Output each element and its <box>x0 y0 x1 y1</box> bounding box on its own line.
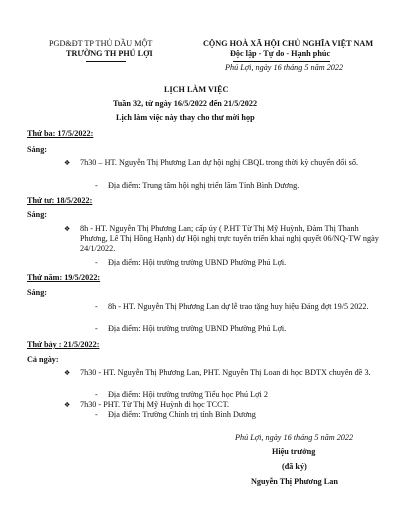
session-label: Sáng: <box>27 210 48 219</box>
dash-bullet: - <box>95 410 98 419</box>
school-name: TRƯỜNG TH PHÚ LỢI <box>66 49 153 58</box>
location-item: Địa điểm: Hội trường trường UBND Phường Phú Lợi. <box>108 258 287 267</box>
schedule-item: 7h30 – HT. Nguyễn Thị Phương Lan dự hội nghị CBQL trong thời kỳ chuyển đổi số. <box>80 158 359 167</box>
session-label: Sáng: <box>27 288 48 297</box>
day-heading: Thứ năm: 19/5/2022: <box>27 273 101 282</box>
week-range: Tuần 32, từ ngày 16/5/2022 đến 21/5/2022 <box>113 99 258 108</box>
dash-bullet: - <box>95 258 98 267</box>
signed-note: (đã ký) <box>282 462 307 471</box>
session-label: Cả ngày: <box>27 355 59 364</box>
location-item: Địa điểm: Hội trường trường UBND Phường Phú Lợi. <box>108 324 287 333</box>
schedule-item: 7h30 - PHT. Từ Thị Mỹ Huỳnh đi học TCCT. <box>80 400 230 409</box>
diamond-bullet-icon: ❖ <box>64 159 71 167</box>
dash-bullet: - <box>95 324 98 333</box>
schedule-item: 8h - HT. Nguyễn Thị Phương Lan dự lễ trao tặng huy hiệu Đảng đợt 19/5 2022. <box>108 302 369 311</box>
org-name: PGD&ĐT TP THỦ DẦU MỘT <box>49 39 153 48</box>
dash-bullet: - <box>95 390 98 399</box>
nation-title: CỘNG HOÀ XÃ HỘI CHỦ NGHĨA VIỆT NAM <box>203 39 374 48</box>
diamond-bullet-icon: ❖ <box>64 369 71 377</box>
title-note: Lịch làm việc này thay cho thư mời họp <box>116 113 255 122</box>
dash-bullet: - <box>95 181 98 190</box>
nation-motto: Độc lập - Tự do - Hạnh phúc <box>230 49 331 58</box>
location-item: Địa điểm: Trung tâm hội nghị triển lãm Tỉnh Bình Dương. <box>108 181 300 190</box>
dash-bullet: - <box>95 302 98 311</box>
session-label: Sáng: <box>27 145 48 154</box>
signer-name: Nguyễn Thị Phương Lan <box>251 477 338 486</box>
signer-role: Hiệu trưởng <box>272 447 316 456</box>
diamond-bullet-icon: ❖ <box>64 225 71 233</box>
header-right-divider <box>233 61 330 62</box>
doc-title: LỊCH LÀM VIỆC <box>164 85 229 94</box>
day-heading: Thứ ba: 17/5/2022: <box>27 129 94 138</box>
location-item: Địa điểm: Trường Chính trị tỉnh Bình Dương <box>108 410 256 419</box>
schedule-item: 8h - HT. Nguyễn Thị Phương Lan; cấp ủy ( P.HT Từ Thị Mỹ Huỳnh, Đàm Thị Thanh Phương, Lê Thị Hồng Hạnh) dự Hội nghị trực tuyến triển khai nghị quyết 06/NQ-TW ngày 24/1/2022. <box>80 224 379 253</box>
diamond-bullet-icon: ❖ <box>64 401 71 409</box>
header-left-divider <box>86 61 126 62</box>
signature-place-date: Phú Lợi, ngày 16 tháng 5 năm 2022 <box>235 433 354 442</box>
header-place-date: Phú Lợi, ngày 16 tháng 5 năm 2022 <box>225 63 344 72</box>
day-heading: Thứ bảy : 21/5/2022: <box>27 340 100 349</box>
location-item: Địa điểm: Hội trường trường Tiểu học Phú Lợi 2 <box>108 390 268 399</box>
schedule-item: 7h30 - HT. Nguyễn Thị Phương Lan, PHT. Nguyễn Thị Loan đi học BDTX chuyên đề 3. <box>80 368 371 377</box>
day-heading: Thứ tư: 18/5/2022: <box>27 196 93 205</box>
